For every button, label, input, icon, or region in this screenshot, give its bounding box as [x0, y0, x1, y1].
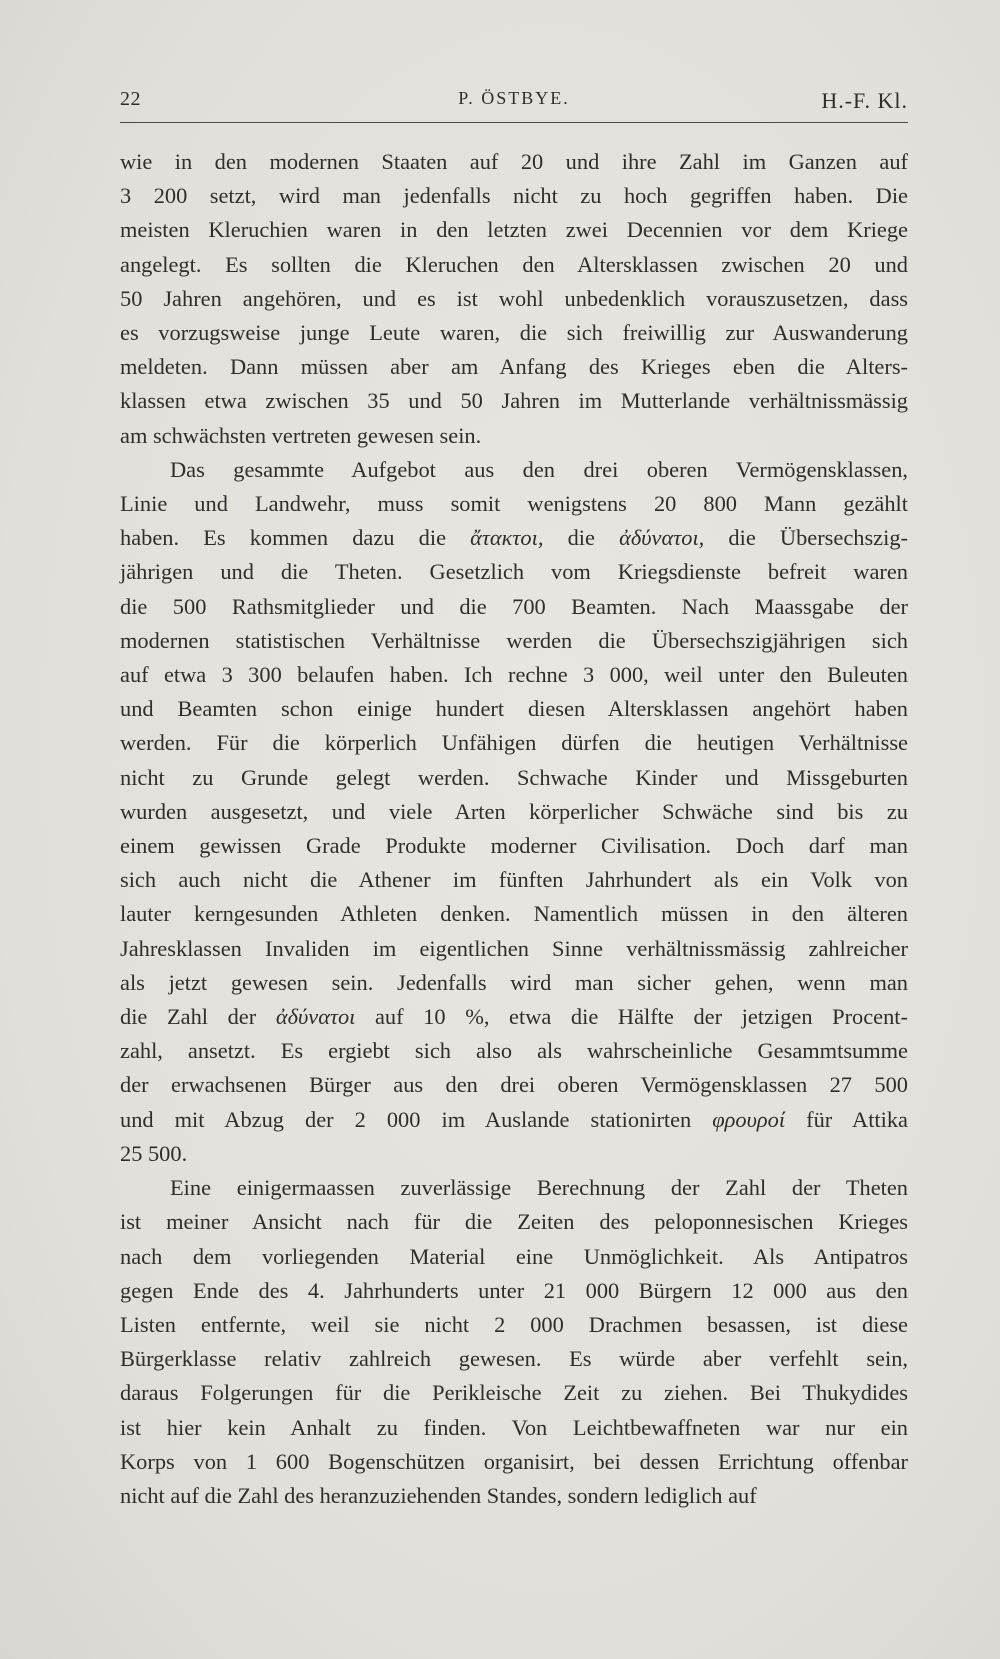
line-text: Bürgerklasse relativ zahlreich gewesen. Es würde aber verfehlt sein, [120, 1346, 908, 1372]
text-line [120, 1479, 908, 1513]
text-line [120, 1068, 908, 1102]
line-text: als jetzt gewesen sein. Jedenfalls wird man sicher gehen, wenn man [120, 969, 908, 995]
line-text: es vorzugsweise junge Leute waren, die sich freiwillig zur Auswanderung [120, 320, 908, 346]
line-text: meldeten. Dann müssen aber am Anfang des Krieges eben die Alters- [120, 354, 908, 380]
line-text: klassen etwa zwischen 35 und 50 Jahren im Mutterlande verhältnissmässig [120, 388, 908, 414]
line-text: einem gewissen Grade Produkte moderner Civilisation. Doch darf man [120, 833, 908, 859]
text-line [120, 966, 908, 1000]
section-label: H.-F. Kl. [821, 88, 908, 113]
greek-term: φρουροί [712, 1106, 786, 1132]
line-text: 3 200 setzt, wird man jedenfalls nicht zu hoch gegriffen haben. Die [120, 183, 908, 209]
line-text: nach dem vorliegenden Material eine Unmöglichkeit. Als Antipatros [120, 1243, 908, 1269]
line-text: wurden ausgesetzt, und viele Arten körperlicher Schwäche sind bis zu [120, 798, 908, 824]
text-line [120, 1342, 908, 1376]
text-line [120, 1137, 908, 1171]
text-line [120, 555, 908, 589]
text-line [120, 316, 908, 350]
line-text: nicht zu Grunde gelegt werden. Schwache Kinder und Missgeburten [120, 764, 908, 790]
text-line [120, 213, 908, 247]
header-rule [120, 122, 908, 123]
line-text: 25 500. [120, 1140, 188, 1166]
line-text: und Beamten schon einige hundert diesen Altersklassen angehört haben [120, 696, 908, 722]
text-line [120, 795, 908, 829]
text-line [120, 350, 908, 384]
text-line [120, 1308, 908, 1342]
text-line [120, 1171, 908, 1205]
greek-term: ἀδύνατοι, [619, 525, 705, 551]
line-text: Linie und Landwehr, muss somit wenigstens 20 800 Mann gezählt [120, 491, 908, 517]
line-text: haben. Es kommen dazu die [120, 525, 471, 551]
line-text: nicht auf die Zahl des heranzuziehenden Standes, sondern lediglich auf [120, 1482, 757, 1508]
greek-term: ἀδύνατοι [275, 1004, 356, 1030]
text-line [120, 1274, 908, 1308]
text-line [120, 1103, 908, 1137]
line-text: der erwachsenen Bürger aus den drei oberen Vermögensklassen 27 500 [120, 1072, 908, 1098]
line-text: lauter kerngesunden Athleten denken. Namentlich müssen in den älteren [120, 901, 908, 927]
line-text: auf 10 %, etwa die Hälfte der jetzigen Procent- [355, 1004, 908, 1030]
line-text: Korps von 1 600 Bogenschützen organisirt, bei dessen Errichtung offenbar [120, 1448, 908, 1474]
text-line [120, 726, 908, 760]
line-text: modernen statistischen Verhältnisse werden die Übersechszigjährigen sich [120, 627, 908, 653]
text-line [120, 145, 908, 179]
line-text: auf etwa 3 300 belaufen haben. Ich rechne 3 000, weil unter den Buleuten [120, 662, 908, 688]
line-text: zahl, ansetzt. Es ergiebt sich also als wahrscheinliche Gesammtsumme [120, 1038, 908, 1064]
line-text: ist hier kein Anhalt zu finden. Von Leichtbewaffneten war nur ein [120, 1414, 908, 1440]
line-text: die [543, 525, 620, 551]
line-text: 50 Jahren angehören, und es ist wohl unbedenklich vorauszusetzen, dass [120, 285, 908, 311]
text-line [120, 384, 908, 418]
line-text: die Übersechszig- [704, 525, 908, 551]
text-line [120, 521, 908, 555]
text-line [120, 863, 908, 897]
line-text: angelegt. Es sollten die Kleruchen den Altersklassen zwischen 20 und [120, 251, 908, 277]
text-line [120, 761, 908, 795]
text-line [120, 658, 908, 692]
text-line [120, 487, 908, 521]
text-line [120, 1205, 908, 1239]
text-line [120, 453, 908, 487]
line-text: gegen Ende des 4. Jahrhunderts unter 21 000 Bürgern 12 000 aus den [120, 1277, 908, 1303]
text-line [120, 1034, 908, 1068]
line-text: und mit Abzug der 2 000 im Auslande stationirten [120, 1106, 713, 1132]
line-text: daraus Folgerungen für die Perikleische Zeit zu ziehen. Bei Thukydides [120, 1380, 908, 1406]
text-line [120, 282, 908, 316]
text-line [120, 590, 908, 624]
line-text: die 500 Rathsmitglieder und die 700 Beamten. Nach Maassgabe der [120, 593, 908, 619]
line-text: werden. Für die körperlich Unfähigen dürfen die heutigen Verhältnisse [120, 730, 908, 756]
text-line [120, 419, 908, 453]
text-line [120, 1376, 908, 1410]
text-line [120, 1000, 908, 1034]
text-line [120, 932, 908, 966]
running-title: P. ÖSTBYE. [458, 88, 570, 108]
page-number: 22 [120, 88, 141, 110]
text-line [120, 624, 908, 658]
line-text: Jahresklassen Invaliden im eigentlichen Sinne verhältnissmässig zahlreicher [120, 935, 908, 961]
body-text [120, 145, 908, 1513]
line-text: meisten Kleruchien waren in den letzten zwei Decennien vor dem Kriege [120, 217, 908, 243]
line-text: jährigen und die Theten. Gesetzlich vom Kriegsdienste befreit waren [120, 559, 908, 585]
line-text: für Attika [785, 1106, 908, 1132]
text-line [120, 829, 908, 863]
text-line [120, 248, 908, 282]
line-text: am schwächsten vertreten gewesen sein. [120, 422, 482, 448]
greek-term: ἄτακτοι, [470, 525, 544, 551]
line-text: Listen entfernte, weil sie nicht 2 000 Drachmen besassen, ist diese [120, 1311, 908, 1337]
text-line [120, 1445, 908, 1479]
line-text: die Zahl der [120, 1004, 276, 1030]
text-line [120, 897, 908, 931]
line-text: Das gesammte Aufgebot aus den drei oberen Vermögensklassen, [170, 456, 908, 482]
text-line [120, 1411, 908, 1445]
line-text: ist meiner Ansicht nach für die Zeiten des peloponnesischen Krieges [120, 1209, 908, 1235]
text-line [120, 1240, 908, 1274]
line-text: sich auch nicht die Athener im fünften Jahrhundert als ein Volk von [120, 867, 908, 893]
text-line [120, 692, 908, 726]
text-line [120, 179, 908, 213]
line-text: Eine einigermaassen zuverlässige Berechnung der Zahl der Theten [170, 1175, 908, 1201]
running-header [120, 84, 908, 114]
line-text: wie in den modernen Staaten auf 20 und ihre Zahl im Ganzen auf [120, 149, 908, 174]
